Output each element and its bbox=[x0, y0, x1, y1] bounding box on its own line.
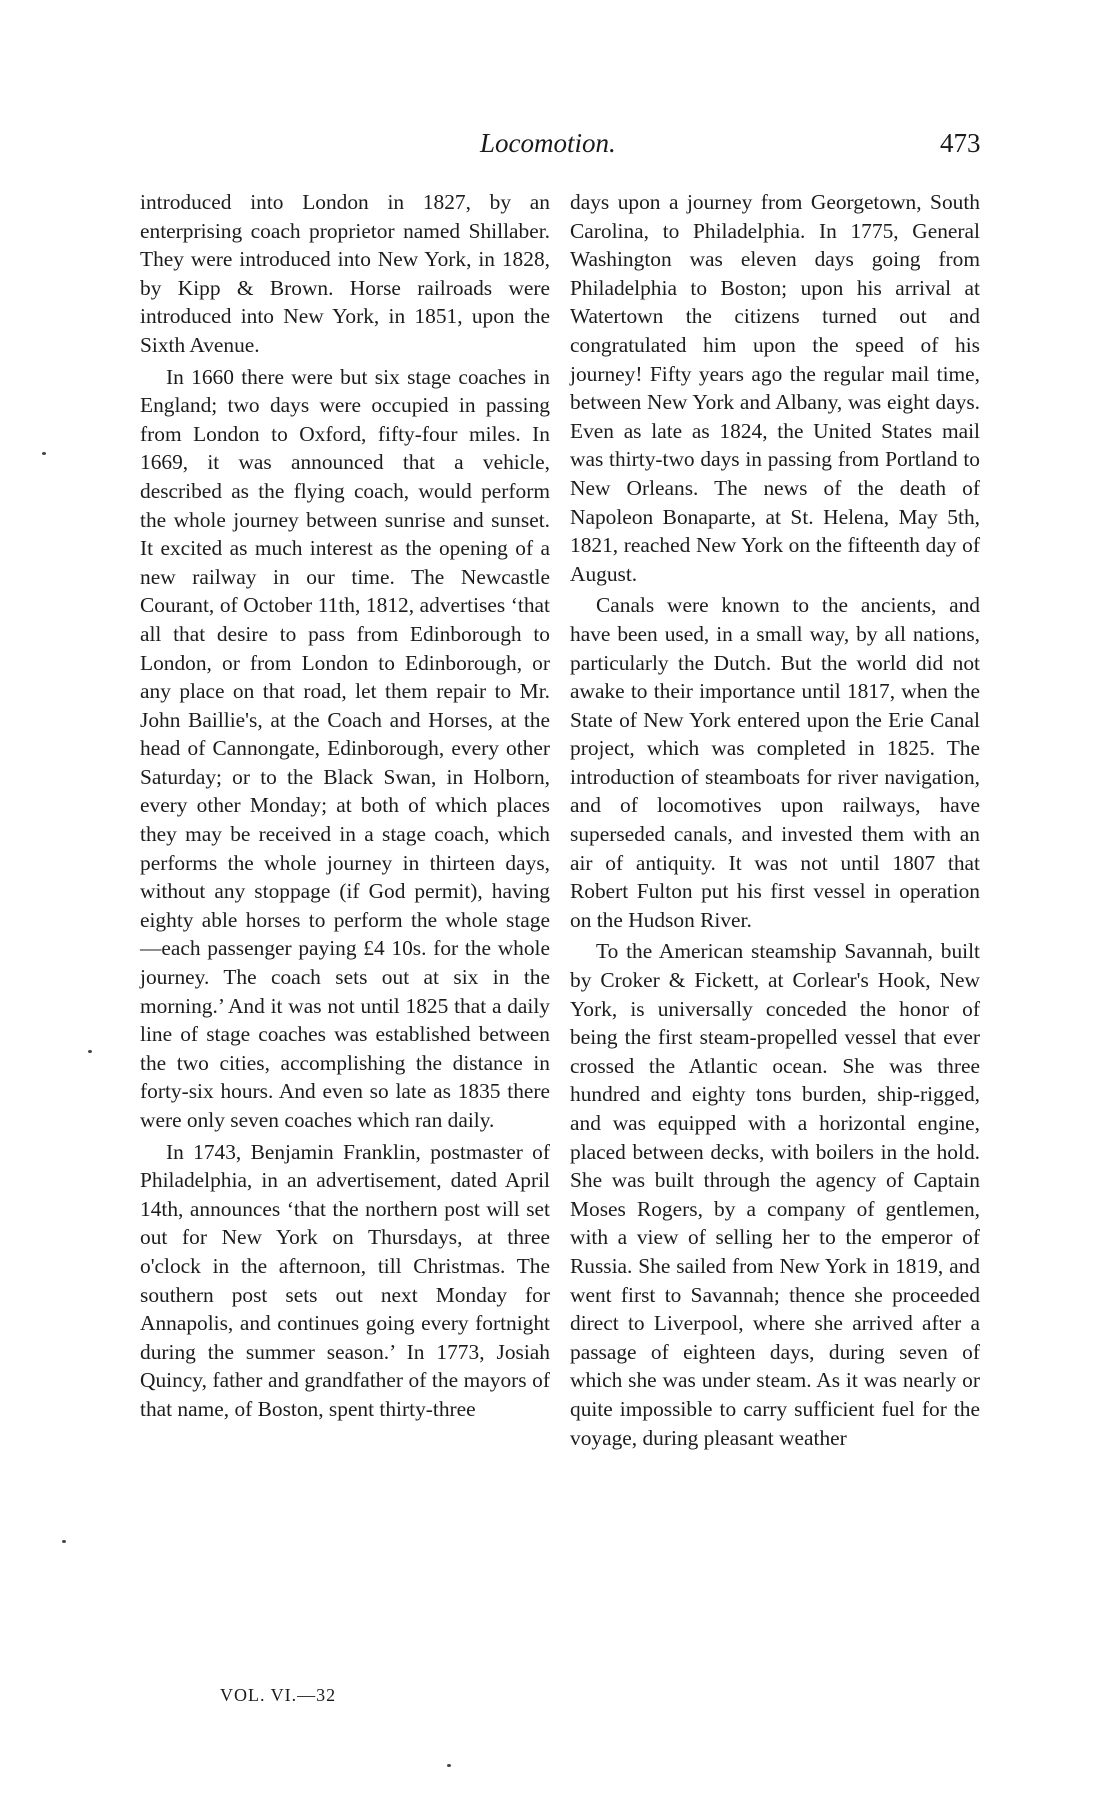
scan-speck bbox=[447, 1764, 451, 1767]
running-title: Locomotion. bbox=[480, 128, 616, 158]
scan-speck bbox=[88, 1050, 92, 1053]
paragraph: In 1660 there were but six stage coaches in England; two days were occupied in passing from London to Oxford, fifty-four miles. In 1669, it was announced that a vehicle, described as the flying coach, would perform the whole journey between sunrise and sunset. It excited as much interest as the opening of a new railway in our time. The Newcastle Courant, of October 11th, 1812, advertises ‘that all that desire to pass from Edinborough to London, or from London to Edinborough, or any place on that road, let them repair to Mr. John Baillie's, at the Coach and Horses, at the head of Cannongate, Edinborough, every other Saturday; or to the Black Swan, in Holborn, every other Monday; at both of which places they may be received in a stage coach, which performs the whole journey in thirteen days, without any stoppage (if God permit), having eighty able horses to perform the whole stage —each passenger paying £4 10s. for the whole journey. The coach sets out at six in the morning.’ And it was not until 1825 that a daily line of stage coaches was established between the two cities, accomplishing the distance in forty-six hours. And even so late as 1835 there were only seven coaches which ran daily. bbox=[140, 364, 550, 1132]
paragraph: In 1743, Benjamin Franklin, postmaster of Philadelphia, in an advertisement, dated April 14th, announces ‘that the northern post will set out for New York on Thursdays, at three o'clock in the afternoon, till Christmas. The southern post sets out next Monday for Annapolis, and continues going every fortnight during the summer season.’ In 1773, Josiah Quincy, father and grandfather of the mayors of that name, of Boston, spent thirty-three bbox=[140, 1139, 550, 1421]
paragraph: To the American steamship Savannah, built by Croker & Fickett, at Corlear's Hook, New York, is universally conceded the honor of being the first steam-propelled vessel that ever crossed the Atlantic ocean. She was three hundred and eighty tons burden, ship-rigged, and was equipped with a horizontal engine, placed between decks, with boilers in the hold. She was built through the agency of Captain Moses Rogers, by a company of gentlemen, with a view of selling her to the emperor of Russia. She sailed from New York in 1819, and went first to Savannah; thence she proceeded direct to Liverpool, where she arrived after a passage of eighteen days, during seven of which she was under steam. As it was nearly or quite impossible to carry sufficient fuel for the voyage, during pleasant weather bbox=[570, 939, 980, 1450]
scan-speck bbox=[62, 1540, 66, 1543]
paragraph: days upon a journey from Georgetown, South Carolina, to Philadelphia. In 1775, General Washington was eleven days going from Philadelphia to Boston; upon his arrival at Watertown the citizens turned out and congratulated him upon the speed of his journey! Fifty years ago the regular mail time, between New York and Albany, was eight days. Even as late as 1824, the United States mail was thirty-two days in passing from Portland to New Orleans. The news of the death of Napoleon Bonaparte, at St. Helena, May 5th, 1821, reached New York on the fifteenth day of August. bbox=[570, 190, 980, 586]
signature-mark: VOL. VI.—32 bbox=[220, 1685, 337, 1705]
page-number: 473 bbox=[940, 128, 981, 158]
scan-speck bbox=[42, 452, 46, 455]
paragraph: Canals were known to the ancients, and have been used, in a small way, by all nations, particularly the Dutch. But the world did not awake to their importance until 1817, when the State of New York entered upon the Erie Canal project, which was completed in 1825. The introduction of steamboats for river navigation, and of locomotives upon railways, have superseded canals, and invested them with an air of antiquity. It was not until 1807 that Robert Fulton put his first vessel in operation on the Hudson River. bbox=[570, 593, 980, 932]
right-column bbox=[570, 188, 980, 1452]
paragraph: introduced into London in 1827, by an enterprising coach proprietor named Shillaber. They were introduced into New York, in 1828, by Kipp & Brown. Horse railroads were introduced into New York, in 1851, upon the Sixth Avenue. bbox=[140, 190, 550, 357]
left-column bbox=[140, 188, 550, 1424]
